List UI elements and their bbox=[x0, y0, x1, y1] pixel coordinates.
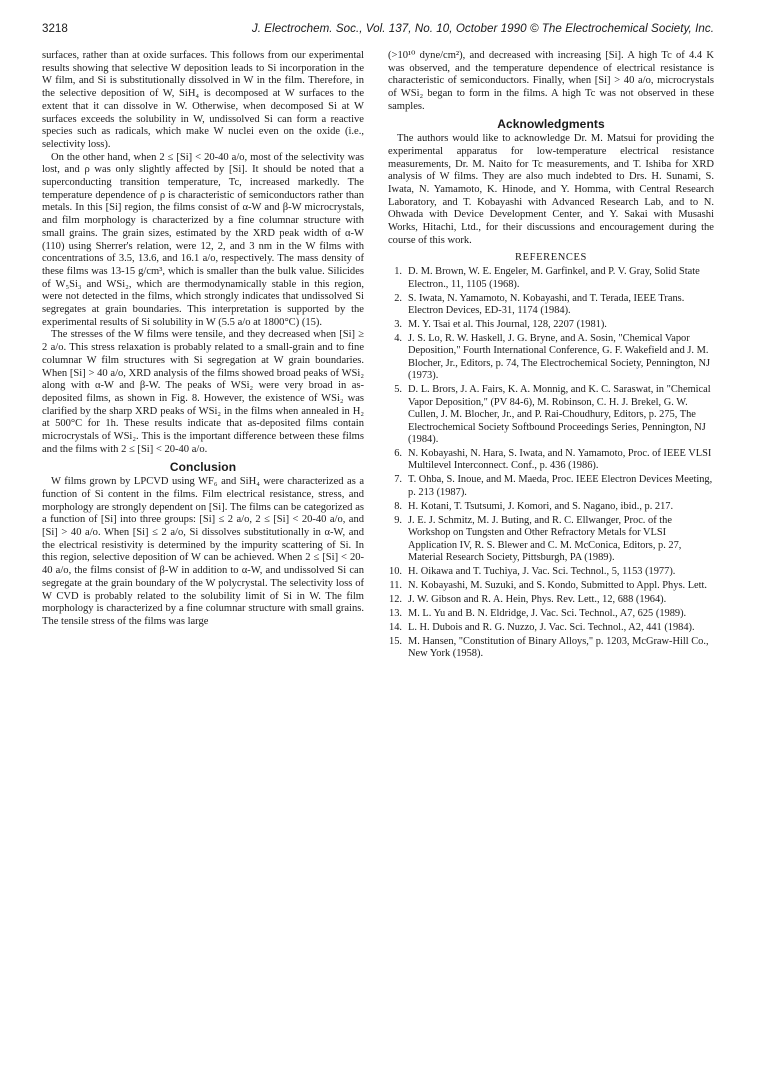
reference-number: 14. bbox=[389, 621, 402, 633]
body-paragraph: surfaces, rather than at oxide surfaces. This follows from our experimental results showing that selective W deposition leads to Si incorporation in the W film, and Si is substitutionally dissolved in W in the film. Therefore, in the selective deposition of W, SiH₄ is decomposed at W surfaces to the extent that it can dissolve in W. Otherwise, when decomposed Si at W surfaces exceeds the solubility in W, undissolved Si can form a reactive species such as radicals, which make W nuclei even on the oxide (i.e., selectivity loss). bbox=[42, 50, 364, 150]
reference-text: H. Kotani, T. Tsutsumi, J. Komori, and S. Nagano, ibid., p. 217. bbox=[408, 500, 674, 512]
conclusion-heading: Conclusion bbox=[169, 459, 237, 474]
page-number: 3218 bbox=[42, 22, 68, 35]
reference-text: H. Oikawa and T. Tuchiya, J. Vac. Sci. Technol., 5, 1153 (1977). bbox=[408, 565, 676, 577]
reference-number: 12. bbox=[389, 593, 402, 605]
reference-text: L. H. Dubois and R. G. Nuzzo, J. Vac. Sci. Technol., A2, 441 (1984). bbox=[408, 621, 695, 633]
reference-number: 13. bbox=[389, 607, 402, 619]
reference-number: 2. bbox=[394, 292, 402, 304]
reference-text: T. Ohba, S. Inoue, and M. Maeda, Proc. IEEE Electron Devices Meeting, p. 213 (1987). bbox=[408, 474, 713, 498]
reference-text: N. Kobayashi, N. Hara, S. Iwata, and N. Yamamoto, Proc. of IEEE VLSI Multilevel Interconnect. Conf., p. 436 (1986). bbox=[408, 447, 712, 472]
reference-item bbox=[388, 266, 714, 291]
reference-number: 9. bbox=[394, 514, 402, 526]
body-paragraph: On the other hand, when 2 ≤ [Si] < 20-40 a/o, most of the selectivity was lost, and ρ was only slightly affected by [Si]. It should be noted that a superconducting transition temperature, Tc, increased markedly. The temperature dependence of ρ is characteristic of semiconductors rather than metals. In this [Si] region, the films consist of α-W and β-W microcrystals, and film morphology is characterized by a fine columnar structure with small grains. The grain sizes, estimated by the XRD peak width of α-W (110) using Sherrer's relation, were 12, 2, and 3 nm in the W films with concentrations of 3.5, 13.6, and 16.1 a/o, respectively. The mass density of these films was 13-15 g/cm³, which is smaller than the bulk value. Silicides of W₅Si₃ and WSi₂, which are thermodynamically stable in this region, were not detected in the films, which strongly indicates that undissolved Si segregates at grain boundaries. This interpretation is supported by the experimental results of Si solubility in W (5.5 a/o at 1800°C) (15). bbox=[42, 151, 364, 328]
reference-item bbox=[388, 608, 714, 620]
reference-number: 10. bbox=[389, 565, 402, 577]
reference-text: J. S. Lo, R. W. Haskell, J. G. Bryne, and A. Sosin, "Chemical Vapor Deposition," Fourth International Conference, G. F. Wakefield and J. M. Blocher, Jr., Editors, p. 74, The Electrochemical Society, Pennington, NJ (1973). bbox=[408, 333, 711, 382]
reference-list bbox=[388, 266, 714, 661]
reference-item bbox=[388, 293, 714, 318]
reference-text: M. Y. Tsai et al. This Journal, 128, 2207 (1981). bbox=[408, 319, 607, 331]
reference-text: J. W. Gibson and R. A. Hein, Phys. Rev. Lett., 12, 688 (1964). bbox=[408, 593, 667, 605]
reference-item bbox=[388, 636, 714, 661]
reference-number: 4. bbox=[394, 333, 402, 345]
right-column bbox=[388, 50, 714, 662]
reference-text: D. L. Brors, J. A. Fairs, K. A. Monnig, and K. C. Saraswat, in "Chemical Vapor Deposition," (PV 84-6), M. Robinson, C. H. J. Brekel, G. W. Cullen, J. M. Blocher, Jr., and P. Rai-Choudhury, Editors, p. 275, The Electrochemical Society Softbound Proceedings Series, Pennington, NJ (1984). bbox=[408, 384, 711, 445]
reference-number: 11. bbox=[389, 579, 402, 591]
reference-text: M. L. Yu and B. N. Eldridge, J. Vac. Sci. Technol., A7, 625 (1989). bbox=[408, 607, 687, 619]
reference-text: D. M. Brown, W. E. Engeler, M. Garfinkel, and P. V. Gray, Solid State Electron., 11, 1105 (1968). bbox=[408, 266, 700, 290]
reference-number: 1. bbox=[394, 266, 402, 278]
body-paragraph: The stresses of the W films were tensile, and they decreased when [Si] ≥ 2 a/o. This stress relaxation is probably related to a small-grain and to fine columnar W film structures with Si segregation at W grain boundaries. When [Si] > 40 a/o, XRD analysis of the films showed broad peaks of WSi₂ along with α-W and β-W. The peaks of WSi₂ were very broad in as-deposited films, as shown in Fig. 8. However, the existence of WSi₂ was clarified by the sharp XRD peaks of WSi₂ in the films when annealed in H₂ at 500°C for 1h. These results indicate that as-deposited films contain microcrystals of WSi₂. This is the important difference between these films and the films with 2 ≤ [Si] < 20-40 a/o. bbox=[42, 329, 364, 455]
reference-item bbox=[388, 580, 714, 592]
reference-text: J. E. J. Schmitz, M. J. Buting, and R. C. Ellwanger, Proc. of the Workshop on Tungsten and Other Refractory Metals for VLSI Application IV, R. S. Blewer and C. M. McConica, Editors, p. 27, Material Research Society, Pittsburgh, PA (1989). bbox=[408, 514, 682, 563]
acknowledgments-paragraph: The authors would like to acknowledge Dr. M. Matsui for providing the experimental apparatus for low-temperature electrical resistance measurements, Dr. M. Naito for Tc measurements, and T. Ishiba for XRD analysis of W films. They are also much indebted to Drs. H. Sunami, S. Iwata, N. Yamamoto, K. Hinode, and Y. Homma, with Central Research Laboratory, and T. Kobayashi with Advanced Research Lab, and to N. Ohwada with Device Development Center, and Y. Sakai with Musashi Works, Hitachi, Ltd., for their discussions and encouragement during the course of this work. bbox=[388, 133, 714, 246]
reference-text: S. Iwata, N. Yamamoto, N. Kobayashi, and T. Terada, IEEE Trans. Electron Devices, ED-31, 1174 (1984). bbox=[408, 292, 685, 317]
reference-item bbox=[388, 622, 714, 634]
reference-number: 3. bbox=[394, 319, 402, 331]
reference-number: 5. bbox=[394, 384, 402, 396]
journal-citation-line: J. Electrochem. Soc., Vol. 137, No. 10, October 1990 © The Electrochemical Society, Inc. bbox=[251, 22, 714, 35]
body-paragraph: (>10¹⁰ dyne/cm²), and decreased with increasing [Si]. A high Tc of 4.4 K was observed, and the temperature dependence of electrical resistance is characteristic of semiconductors. Finally, when [Si] > 40 a/o, microcrystals of WSi₂ began to form in the films. A high Tc was not observed in these samples. bbox=[388, 50, 714, 112]
reference-number: 7. bbox=[394, 474, 402, 486]
running-header bbox=[42, 22, 714, 38]
left-column bbox=[42, 50, 364, 629]
reference-item bbox=[388, 566, 714, 578]
reference-item bbox=[388, 384, 714, 446]
reference-number: 15. bbox=[389, 635, 402, 647]
reference-text: M. Hansen, "Constitution of Binary Alloys," p. 1203, McGraw-Hill Co., New York (1958). bbox=[408, 635, 709, 660]
reference-item bbox=[388, 333, 714, 383]
reference-number: 8. bbox=[394, 500, 402, 512]
references-heading: REFERENCES bbox=[515, 251, 587, 263]
reference-item bbox=[388, 501, 714, 513]
reference-item bbox=[388, 474, 714, 499]
reference-item bbox=[388, 515, 714, 565]
reference-item bbox=[388, 594, 714, 606]
reference-number: 6. bbox=[394, 447, 402, 459]
body-paragraph: W films grown by LPCVD using WF₆ and SiH₄ were characterized as a function of Si content in the films. Film electrical resistance, stress, and morphology are strongly dependent on [Si]. The films can be categorized as a function of [Si] into three groups: [Si] ≤ 2 a/o, 2 ≤ [Si] < 20-40 a/o, and [Si] > 40 a/o. When [Si] ≤ 2 a/o, Si dissolves substitutionally in α-W, and the electrical resistivity is determined by the impurity scattering of Si. In this region, selective deposition of W can be achieved. When 2 ≤ [Si] < 20-40 a/o, the films consist of β-W in addition to α-W, and undissolved Si can segregate at the grain boundary of the W polycrystal. The selectivity loss of W CVD is probably related to the solubility limit of Si in W. The film morphology is characterized by a fine columnar structure with small grains. The tensile stress of the films was large bbox=[42, 476, 364, 627]
reference-text: N. Kobayashi, M. Suzuki, and S. Kondo, Submitted to Appl. Phys. Lett. bbox=[408, 579, 708, 591]
acknowledgments-heading: Acknowledgments bbox=[497, 116, 605, 131]
reference-item bbox=[388, 319, 714, 331]
reference-item bbox=[388, 448, 714, 473]
